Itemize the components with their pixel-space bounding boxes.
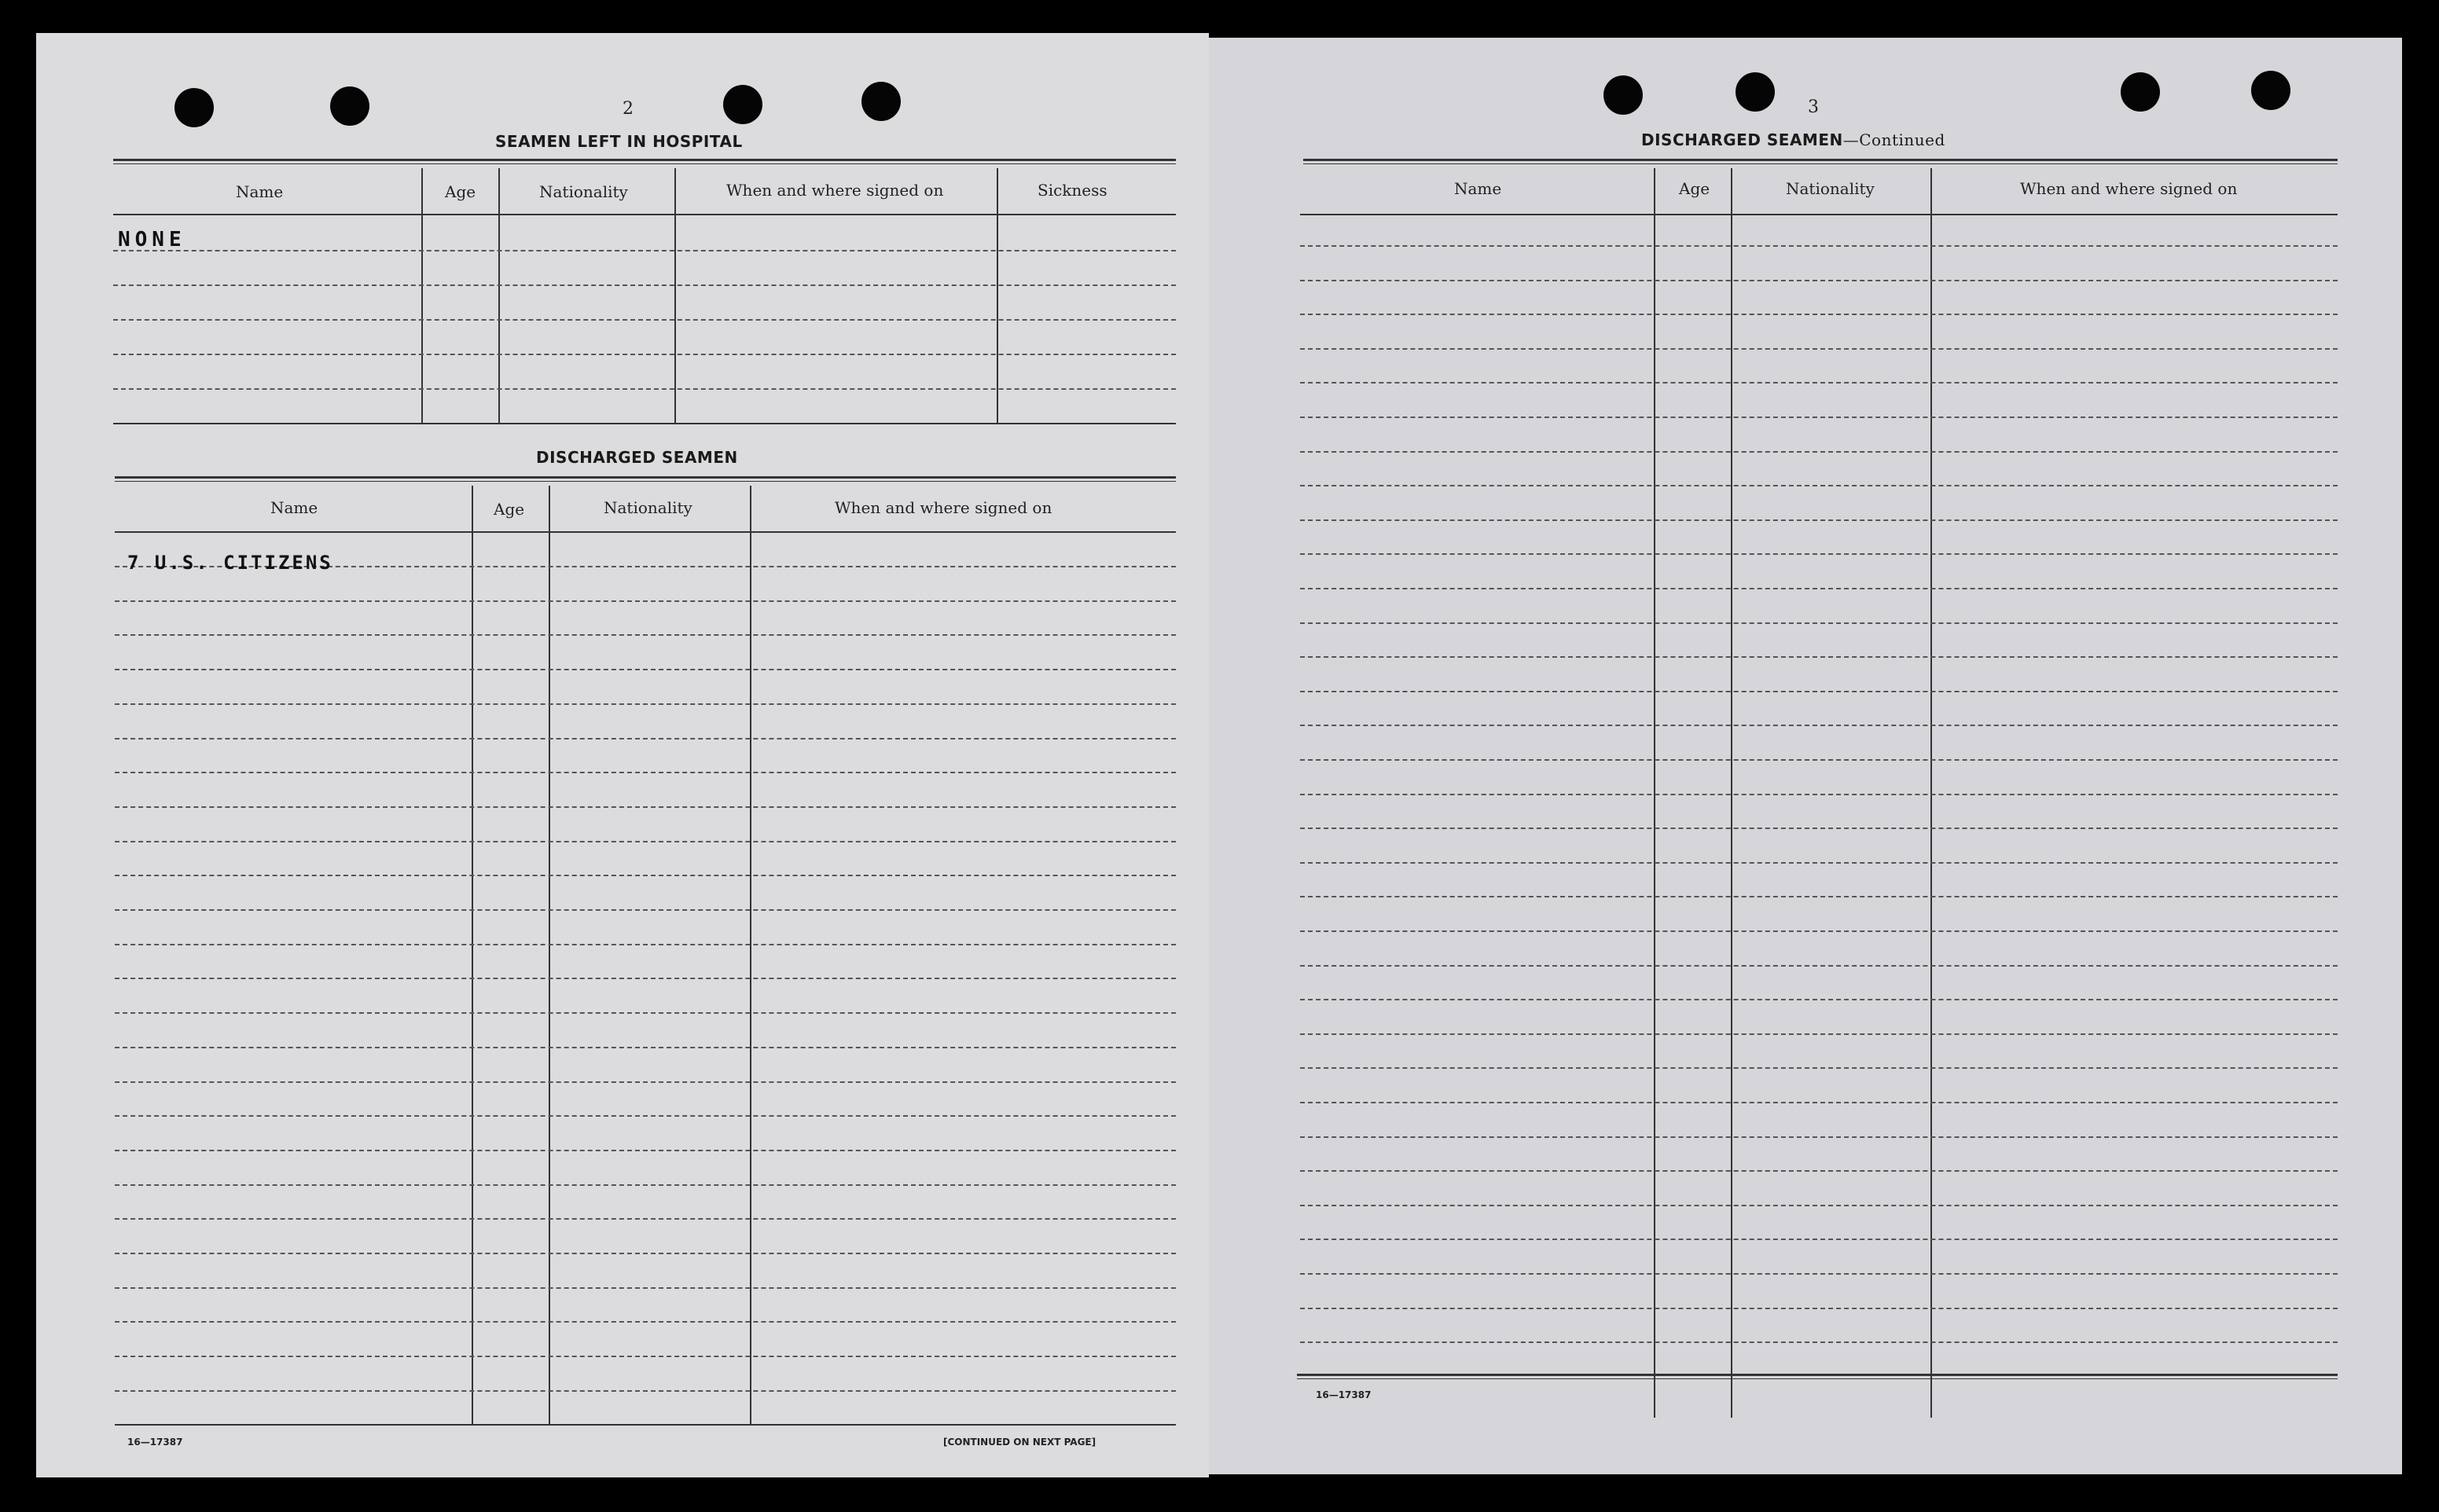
right-page bbox=[1209, 38, 2402, 1474]
row-line bbox=[115, 1047, 1176, 1048]
row-line bbox=[1300, 1273, 2338, 1275]
hospital-row-line bbox=[113, 388, 1176, 390]
hospital-col-divider bbox=[997, 168, 998, 424]
row-line bbox=[1300, 588, 2338, 589]
row-line bbox=[1300, 417, 2338, 418]
discharged-col-divider bbox=[750, 486, 751, 1424]
continued-header-rule bbox=[1300, 214, 2338, 215]
row-line bbox=[1300, 1341, 2338, 1343]
row-line bbox=[1300, 348, 2338, 350]
row-line bbox=[115, 1115, 1176, 1117]
row-line bbox=[115, 944, 1176, 945]
row-line bbox=[115, 1253, 1176, 1254]
punch-hole bbox=[1736, 72, 1775, 112]
continued-col-nationality: Nationality bbox=[1786, 179, 1875, 198]
hospital-header-rule bbox=[113, 214, 1176, 215]
row-line bbox=[1300, 794, 2338, 795]
punch-hole bbox=[723, 85, 762, 124]
hospital-row-line bbox=[113, 354, 1176, 355]
row-line bbox=[1300, 382, 2338, 384]
hospital-col-nationality: Nationality bbox=[539, 182, 628, 201]
row-line bbox=[115, 875, 1176, 876]
punch-hole bbox=[330, 86, 369, 126]
hospital-row-line bbox=[113, 250, 1176, 251]
left-page bbox=[36, 33, 1209, 1477]
row-line bbox=[115, 806, 1176, 808]
punch-hole bbox=[861, 82, 901, 121]
form-number: 16—17387 bbox=[1316, 1389, 1372, 1400]
hospital-col-name: Name bbox=[236, 182, 284, 201]
row-line bbox=[1300, 1136, 2338, 1138]
row-line bbox=[115, 1012, 1176, 1014]
row-line bbox=[1300, 828, 2338, 829]
row-line bbox=[1300, 314, 2338, 315]
hospital-entry: NONE bbox=[118, 228, 186, 251]
hospital-row-line bbox=[113, 319, 1176, 321]
hospital-col-divider bbox=[674, 168, 676, 424]
continued-col-divider bbox=[1930, 168, 1932, 1418]
discharged-continued-title-main: DISCHARGED SEAMEN bbox=[1641, 130, 1843, 149]
row-line bbox=[115, 1321, 1176, 1323]
row-line bbox=[1300, 553, 2338, 555]
hospital-col-divider bbox=[498, 168, 500, 424]
row-line bbox=[1300, 1067, 2338, 1069]
row-line bbox=[115, 841, 1176, 842]
continued-table-bottom-rule bbox=[1297, 1374, 2338, 1379]
discharged-col-age: Age bbox=[494, 500, 525, 519]
punch-hole bbox=[2121, 72, 2160, 112]
punch-hole bbox=[174, 88, 214, 127]
hospital-table-bottom-rule bbox=[113, 423, 1176, 424]
row-line bbox=[115, 1218, 1176, 1220]
row-line bbox=[115, 1150, 1176, 1151]
discharged-table-top-rule bbox=[115, 476, 1176, 482]
hospital-col-divider bbox=[421, 168, 423, 424]
row-line bbox=[1300, 451, 2338, 453]
page-number: 3 bbox=[1808, 97, 1819, 117]
punch-hole bbox=[2251, 71, 2290, 110]
row-line bbox=[1300, 862, 2338, 864]
row-line bbox=[115, 978, 1176, 979]
continued-col-signed-on: When and where signed on bbox=[2020, 179, 2238, 198]
row-line bbox=[115, 634, 1176, 636]
continued-col-name: Name bbox=[1454, 179, 1502, 198]
punch-hole bbox=[1603, 75, 1643, 115]
row-line bbox=[1300, 656, 2338, 658]
discharged-col-name: Name bbox=[270, 498, 318, 517]
hospital-row-line bbox=[113, 284, 1176, 286]
row-line bbox=[1300, 1308, 2338, 1309]
row-line bbox=[115, 1390, 1176, 1392]
continued-table-top-rule bbox=[1303, 159, 2338, 164]
row-line bbox=[1300, 1033, 2338, 1035]
row-line bbox=[115, 738, 1176, 739]
row-line bbox=[115, 1287, 1176, 1289]
row-line bbox=[115, 600, 1176, 602]
hospital-col-age: Age bbox=[445, 182, 476, 201]
discharged-entry: 7 U.S. CITIZENS bbox=[127, 552, 333, 574]
discharged-continued-title bbox=[1641, 130, 1945, 149]
form-number: 16—17387 bbox=[127, 1437, 183, 1448]
row-line bbox=[115, 1184, 1176, 1186]
discharged-header-rule bbox=[115, 531, 1176, 533]
row-line bbox=[1300, 1239, 2338, 1240]
discharged-continued-title-suffix: —Continued bbox=[1842, 130, 1945, 149]
row-line bbox=[1300, 691, 2338, 692]
row-line bbox=[115, 909, 1176, 911]
row-line bbox=[1300, 759, 2338, 761]
discharged-section-title: DISCHARGED SEAMEN bbox=[536, 448, 738, 467]
row-line bbox=[1300, 999, 2338, 1000]
row-line bbox=[1300, 280, 2338, 281]
continued-note: [CONTINUED ON NEXT PAGE] bbox=[943, 1437, 1096, 1448]
row-line bbox=[1300, 1170, 2338, 1172]
row-line bbox=[115, 1081, 1176, 1083]
row-line bbox=[1300, 245, 2338, 247]
row-line bbox=[1300, 519, 2338, 521]
continued-col-divider bbox=[1654, 168, 1655, 1418]
row-line bbox=[1300, 1102, 2338, 1103]
discharged-col-divider bbox=[472, 486, 473, 1424]
row-line bbox=[115, 772, 1176, 773]
hospital-col-sickness: Sickness bbox=[1038, 181, 1107, 200]
discharged-col-signed-on: When and where signed on bbox=[835, 498, 1052, 517]
row-line bbox=[1300, 725, 2338, 726]
row-line bbox=[1300, 485, 2338, 486]
hospital-section-title: SEAMEN LEFT IN HOSPITAL bbox=[495, 132, 743, 151]
row-line bbox=[115, 703, 1176, 705]
row-line bbox=[1300, 622, 2338, 624]
continued-col-divider bbox=[1731, 168, 1732, 1418]
discharged-table-bottom-rule bbox=[115, 1424, 1176, 1426]
continued-col-age: Age bbox=[1679, 179, 1710, 198]
row-line bbox=[1300, 896, 2338, 897]
discharged-col-divider bbox=[549, 486, 550, 1424]
row-line bbox=[115, 1356, 1176, 1357]
hospital-table-top-rule bbox=[113, 159, 1176, 164]
hospital-col-signed-on: When and where signed on bbox=[726, 181, 944, 200]
row-line bbox=[1300, 965, 2338, 967]
row-line bbox=[1300, 930, 2338, 932]
row-line bbox=[1300, 1205, 2338, 1206]
row-line bbox=[115, 669, 1176, 670]
page-number: 2 bbox=[623, 99, 634, 119]
discharged-col-nationality: Nationality bbox=[604, 498, 692, 517]
